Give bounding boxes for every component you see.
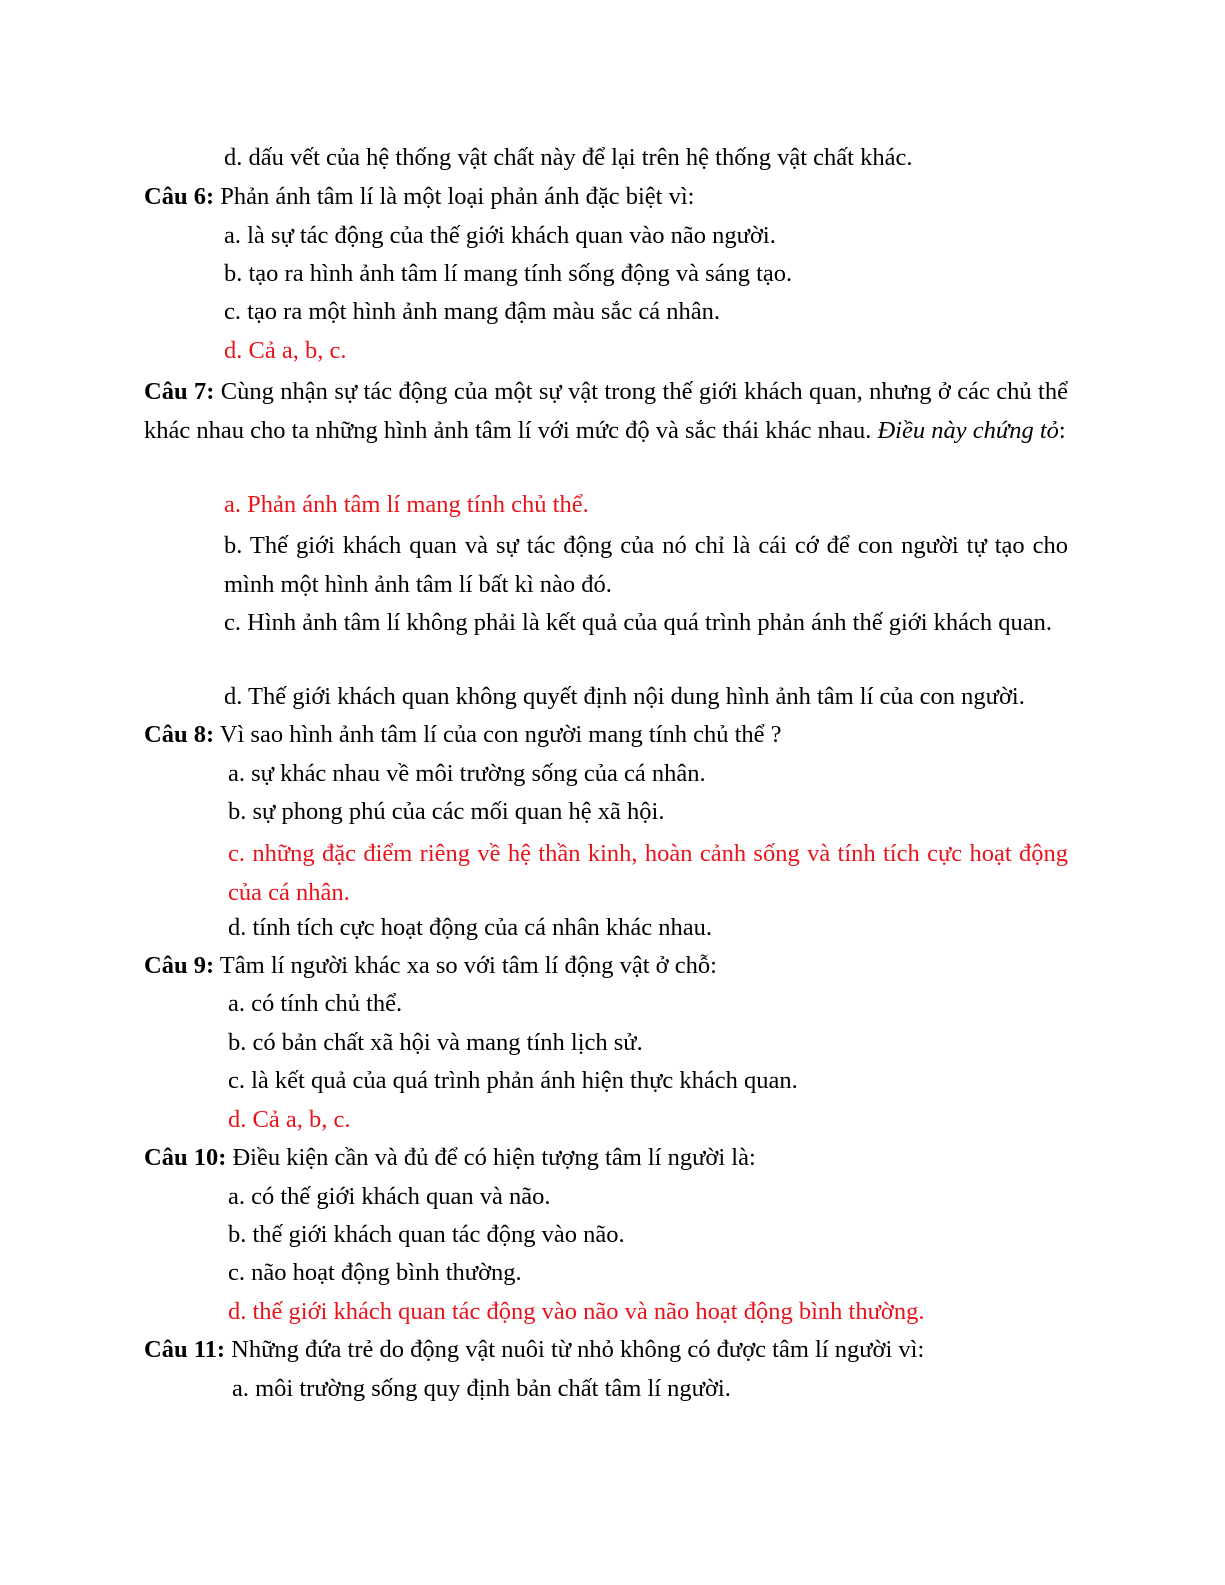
question-10-option-a: a. có thế giới khách quan và não. xyxy=(228,1183,551,1210)
question-11-option-a: a. môi trường sống quy định bản chất tâm lí người. xyxy=(232,1375,731,1402)
question-7-option-b: b. Thế giới khách quan và sự tác động của nó chỉ là cái cớ để con người tự tạo cho mình một hình ảnh tâm lí bất kì nào đó. xyxy=(224,532,1068,598)
question-7-option-a-correct: a. Phản ánh tâm lí mang tính chủ thể. xyxy=(224,491,589,518)
question-8-option-b: b. sự phong phú của các mối quan hệ xã hội. xyxy=(228,798,665,825)
question-10-option-c: c. não hoạt động bình thường. xyxy=(228,1259,522,1286)
question-11 xyxy=(144,1334,924,1366)
question-9 xyxy=(144,950,717,982)
question-10-option-b: b. thế giới khách quan tác động vào não. xyxy=(228,1221,625,1248)
question-7-label: Câu 7: xyxy=(144,378,215,405)
question-9-option-b: b. có bản chất xã hội và mang tính lịch sử. xyxy=(228,1029,643,1056)
question-10 xyxy=(144,1142,756,1174)
question-9-option-d-correct: d. Cả a, b, c. xyxy=(228,1106,351,1133)
question-8-option-c-correct: c. những đặc điểm riêng về hệ thần kinh, hoàn cảnh sống và tính tích cực hoạt động của cá nhân. xyxy=(228,840,1068,906)
question-9-label: Câu 9: xyxy=(144,952,215,979)
question-11-label: Câu 11: xyxy=(144,1336,226,1363)
question-9-text: Tâm lí người khác xa so với tâm lí động vật ở chỗ: xyxy=(214,952,717,979)
question-7-text: Cùng nhận sự tác động của một sự vật trong thế giới khách quan, nhưng ở các chủ thể khác nhau cho ta những hình ảnh tâm lí với mức độ và sắc thái khác nhau. xyxy=(144,378,1068,444)
question-8-text: Vì sao hình ảnh tâm lí của con người mang tính chủ thể ? xyxy=(214,721,782,748)
question-6 xyxy=(144,181,694,213)
question-7-text-end: : xyxy=(1058,416,1066,444)
question-8-option-a: a. sự khác nhau về môi trường sống của cá nhân. xyxy=(228,760,706,787)
question-11-text: Những đứa trẻ do động vật nuôi từ nhỏ không có được tâm lí người vì: xyxy=(225,1336,925,1363)
question-6-option-a: a. là sự tác động của thế giới khách quan vào não người. xyxy=(224,222,776,249)
question-9-option-a: a. có tính chủ thể. xyxy=(228,990,403,1017)
question-10-label: Câu 10: xyxy=(144,1144,227,1171)
question-8 xyxy=(144,719,782,751)
question-10-option-d-correct: d. thế giới khách quan tác động vào não và não hoạt động bình thường. xyxy=(228,1298,925,1325)
question-8-option-d: d. tính tích cực hoạt động của cá nhân khác nhau. xyxy=(228,914,713,941)
question-7-text-italic: Điều này chứng tỏ xyxy=(877,416,1059,444)
question-6-option-b: b. tạo ra hình ảnh tâm lí mang tính sống động và sáng tạo. xyxy=(224,260,793,287)
question-10-text: Điều kiện cần và đủ để có hiện tượng tâm lí người là: xyxy=(226,1144,756,1171)
question-6-option-d-correct: d. Cả a, b, c. xyxy=(224,337,347,364)
question-7 xyxy=(144,373,1068,450)
question-6-option-c: c. tạo ra một hình ảnh mang đậm màu sắc cá nhân. xyxy=(224,298,720,325)
question-7-option-c: c. Hình ảnh tâm lí không phải là kết quả của quá trình phản ánh thế giới khách quan. xyxy=(224,609,1053,636)
question-7-option-d: d. Thế giới khách quan không quyết định nội dung hình ảnh tâm lí của con người. xyxy=(224,683,1025,710)
question-8-label: Câu 8: xyxy=(144,721,215,748)
question-9-option-c: c. là kết quả của quá trình phản ánh hiện thực khách quan. xyxy=(228,1067,798,1094)
prev-option-d: d. dấu vết của hệ thống vật chất này để lại trên hệ thống vật chất khác. xyxy=(224,144,913,171)
question-6-text: Phản ánh tâm lí là một loại phản ánh đặc biệt vì: xyxy=(214,183,695,210)
question-6-label: Câu 6: xyxy=(144,183,215,210)
